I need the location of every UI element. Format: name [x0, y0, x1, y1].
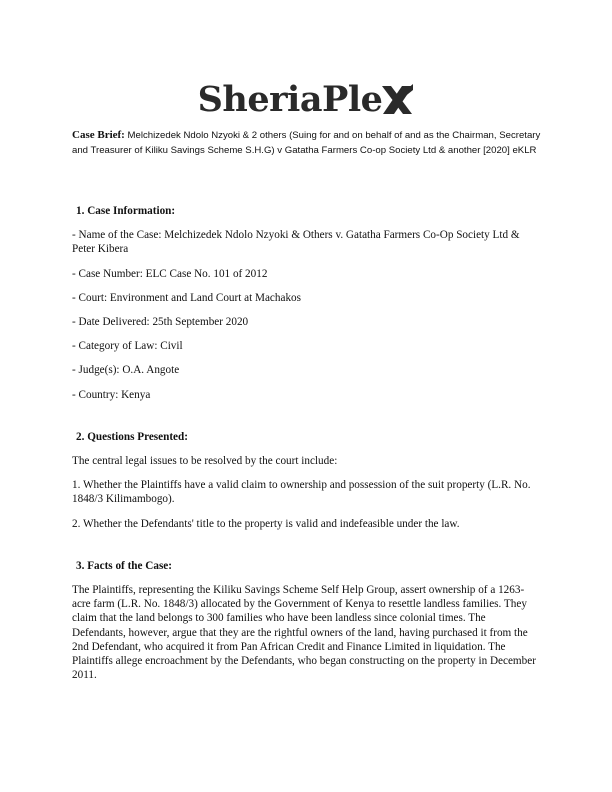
section-heading: 1. Case Information: [76, 205, 176, 217]
case-brief-label: Case Brief: [72, 129, 125, 141]
case-info-item: - Court: Environment and Land Court at Machakos [72, 291, 301, 304]
questions-intro: The central legal issues to be resolved by the court include: [72, 455, 338, 468]
case-info-item: - Judge(s): O.A. Angote [72, 364, 180, 377]
logo-text: SheriaPle [197, 78, 383, 120]
logo [0, 76, 612, 122]
document-body [72, 204, 542, 692]
case-brief-text: Melchizedek Ndolo Nzyoki & 2 others (Suing for and on behalf of and as the Chairman, Secretary and Treasurer of Kiliku Savings Scheme S.H.G) v Gatatha Farmers Co-op Society Ltd & another [2020] eKLR [72, 130, 541, 156]
case-info-item: - Date Delivered: 25th September 2020 [72, 316, 249, 329]
case-info-item: - Category of Law: Civil [72, 340, 183, 353]
facts-section [72, 559, 542, 683]
logo-wrap [198, 80, 415, 118]
case-info-item: - Case Number: ELC Case No. 101 of 2012 [72, 267, 268, 280]
question-item: 2. Whether the Defendants' title to the property is valid and indefeasible under the law. [72, 517, 460, 530]
case-info-item: - Country: Kenya [72, 388, 151, 401]
questions-presented-section [72, 430, 542, 531]
section-heading: 2. Questions Presented: [76, 430, 188, 443]
x-mark-icon [380, 82, 414, 118]
case-info-item: - Name of the Case: Melchizedek Ndolo Nzyoki & Others v. Gatatha Farmers Co-Op Society Ltd & Peter Kibera [72, 229, 520, 256]
case-brief [72, 128, 542, 158]
section-heading: 3. Facts of the Case: [76, 559, 173, 572]
facts-paragraph: The Plaintiffs, representing the Kiliku Savings Scheme Self Help Group, assert ownership of a 1263-acre farm (L.R. No. 1848/3) allocated by the Government of Kenya to resettle landless families. They claim that the land belongs to 300 families who have been landless since colonial times. The Defendants, however, argue that they are the rightful owners of the land, having purchased it from the 2nd Defendant, who acquired it from Pan African Credit and Finance Limited in liquidation. The Plaintiffs allege encroachment by the Defendants, who began constructing on the property in December 2011. [72, 584, 536, 682]
question-item: 1. Whether the Plaintiffs have a valid claim to ownership and possession of the suit property (L.R. No. 1848/3 Kilimambogo). [72, 479, 531, 506]
case-information-section [72, 204, 542, 402]
